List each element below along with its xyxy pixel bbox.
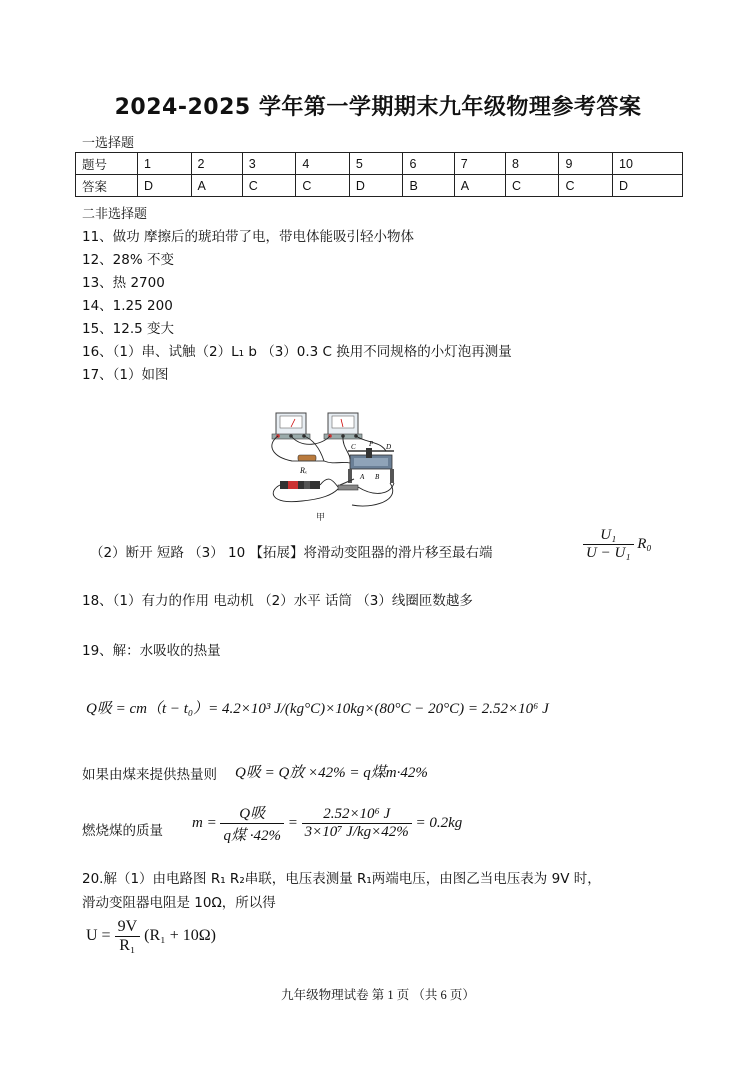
table-row	[76, 153, 683, 175]
answer-q12: 12、28% 不变	[82, 252, 174, 268]
label-b: B	[375, 473, 380, 481]
label-d: D	[386, 443, 392, 451]
formula-q17	[583, 527, 652, 562]
answer-q17-part2: （2）断开 短路 （3） 10 【拓展】将滑动变阻器的滑片移至最右端	[90, 545, 493, 561]
formula-numerator: U₁	[583, 527, 634, 545]
eq20-den: R₁	[119, 937, 136, 954]
answer-q19-intro: 19、解：水吸收的热量	[82, 643, 221, 659]
table-header-cell: 题号	[76, 153, 138, 175]
figure-caption: 甲	[316, 513, 326, 523]
answer-q13: 13、热 2700	[82, 275, 165, 291]
label-rx: Rₓ	[300, 466, 308, 475]
answer-q19-text3: 燃烧煤的质量	[82, 823, 163, 839]
eq20-lhs: U =	[86, 927, 111, 945]
table-cell: 8	[505, 153, 559, 175]
table-cell: 1	[138, 153, 192, 175]
answer-q14: 14、1.25 200	[82, 298, 173, 314]
eq20-num: 9V	[115, 918, 141, 937]
ammeter-icon	[272, 413, 310, 439]
table-row	[76, 175, 683, 197]
table-cell: 5	[349, 153, 403, 175]
table-cell: D	[349, 175, 403, 197]
eq3-frac1-num: Q吸	[220, 802, 284, 824]
equation-q20	[86, 918, 216, 955]
answer-q11: 11、做功 摩擦后的琥珀带了电，带电体能吸引轻小物体	[82, 229, 414, 245]
answer-q20-line2: 滑动变阻器电阻是 10Ω，所以得	[82, 895, 276, 911]
formula-denominator: U − U₁	[586, 545, 631, 561]
table-cell: C	[296, 175, 350, 197]
table-cell: 10	[613, 153, 683, 175]
wires	[272, 436, 394, 506]
label-a: A	[360, 473, 365, 481]
table-cell: 6	[403, 153, 454, 175]
answer-q18: 18、（1）有力的作用 电动机 （2）水平 话筒 （3）线圈匝数越多	[82, 593, 473, 609]
table-cell: 9	[559, 153, 613, 175]
formula-r0: R₀	[637, 535, 652, 552]
circuit-diagram	[262, 405, 412, 525]
table-cell: 4	[296, 153, 350, 175]
table-cell: D	[613, 175, 683, 197]
table-cell: C	[242, 175, 296, 197]
table-cell: A	[454, 175, 505, 197]
page-title: 2024-2025 学年第一学期期末九年级物理参考答案	[114, 95, 642, 120]
answer-table	[75, 152, 683, 197]
voltmeter-icon	[324, 413, 362, 439]
eq20-rhs: (R₁ + 10Ω)	[144, 927, 216, 945]
answer-q20-line1: 20.解（1）由电路图 R₁ R₂串联，电压表测量 R₁两端电压，由图乙当电压表为 9V 时，	[82, 871, 601, 887]
table-cell: D	[138, 175, 192, 197]
eq3-frac2-den: 3×10⁷ J/kg×42%	[304, 824, 409, 840]
resistor-rx-icon	[292, 455, 324, 461]
label-p: P	[369, 440, 374, 448]
section-non-choice: 二非选择题	[82, 207, 148, 222]
rheostat-icon	[348, 448, 394, 483]
label-c: C	[351, 443, 356, 451]
eq3-frac1-den: q煤 ·42%	[223, 828, 281, 844]
equation-q19-2: Q吸 = Q放 ×42% = q煤m·42%	[235, 765, 428, 781]
table-cell: 7	[454, 153, 505, 175]
table-cell: A	[191, 175, 242, 197]
eq3-lhs: m =	[192, 814, 217, 831]
eq3-rhs: = 0.2kg	[415, 814, 463, 831]
equation-q19-3: m = $\frac{\text{Q吸}}{\text{q煤 ·42\%}}$ = $\frac{\text{2.52×10⁶ J}}{\text{3×10⁷ J/kg×42\%}}$ = 0.2kg	[192, 802, 462, 845]
table-cell: C	[559, 175, 613, 197]
section-multiple-choice: 一选择题	[82, 136, 135, 151]
table-cell: 3	[242, 153, 296, 175]
eq3-frac2-num: 2.52×10⁶ J	[302, 806, 412, 824]
answer-q19-text2: 如果由煤来提供热量则	[82, 767, 217, 783]
table-cell: 2	[191, 153, 242, 175]
battery-icon	[280, 481, 320, 489]
answer-q17-part1: 17、（1）如图	[82, 367, 169, 383]
table-cell: B	[403, 175, 454, 197]
page-footer: 九年级物理试卷 第 1 页 （共 6 页）	[281, 988, 475, 1002]
table-header-cell: 答案	[76, 175, 138, 197]
answer-q15: 15、12.5 变大	[82, 321, 175, 337]
table-cell: C	[505, 175, 559, 197]
equation-q19-1: Q吸 = cm（t − t₀）= 4.2×10³ J/(kg°C)×10kg×(80°C − 20°C) = 2.52×10⁶ J	[86, 701, 549, 717]
answer-q16: 16、（1）串、试触（2）L₁ b （3）0.3 C 换用不同规格的小灯泡再测量	[82, 344, 512, 360]
